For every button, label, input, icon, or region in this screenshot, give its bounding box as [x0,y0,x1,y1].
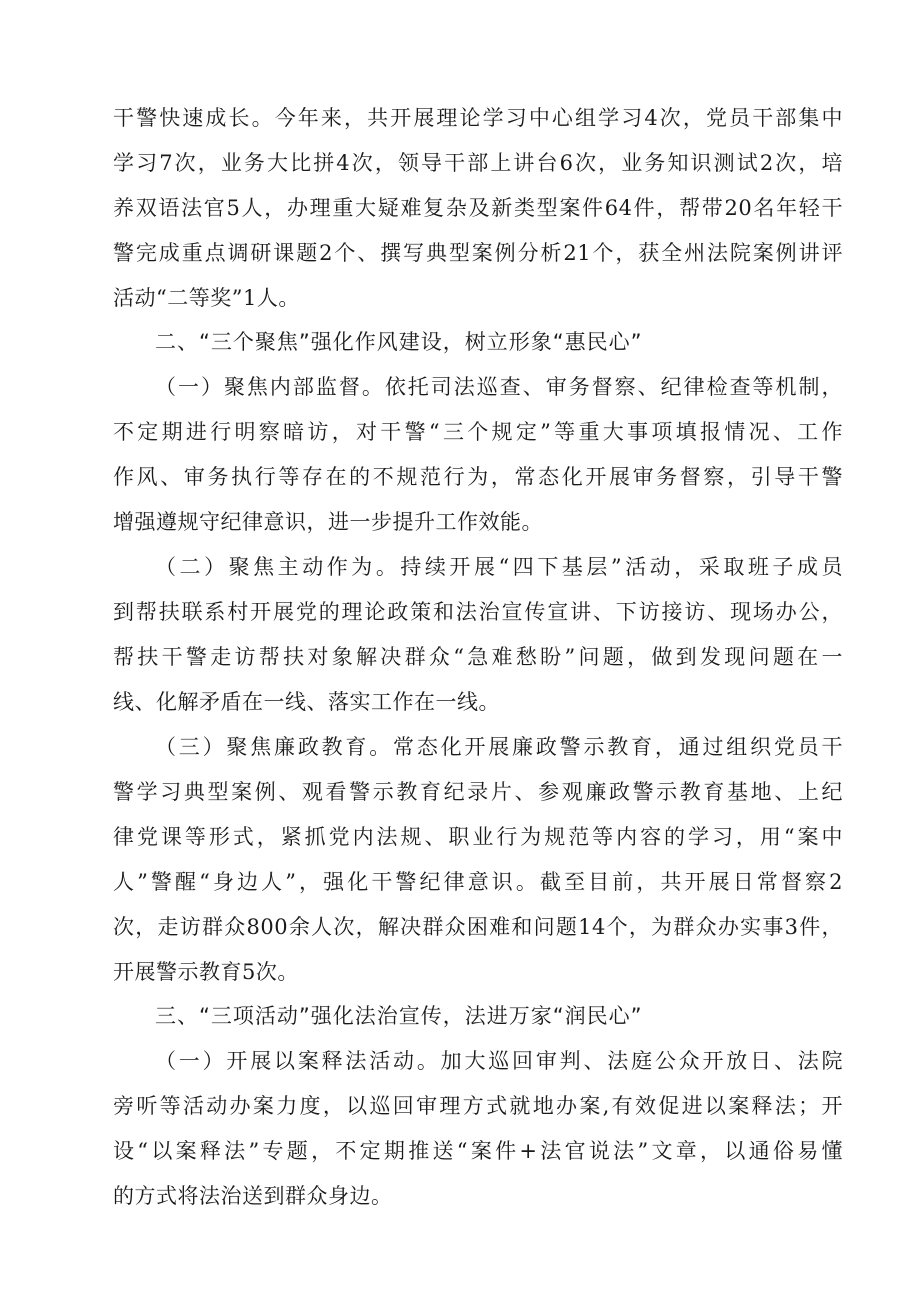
paragraph-line: 线、化解矛盾在一线、落实工作在一线。 [113,690,500,714]
paragraph-line: 到帮扶联系村开展党的理论政策和法治宣传宣讲、下访接访、现场办公， [113,600,843,624]
paragraph-line: 律党课等形式，紧抓党内法规、职业行为规范等内容的学习，用“案中 [113,825,843,849]
paragraph-line: （一）聚焦内部监督。依托司法巡查、审务督察、纪律检查等机制， [155,375,843,399]
paragraph-line: 不定期进行明察暗访，对干警“三个规定”等重大事项填报情况、工作 [113,420,843,444]
paragraph-line: 次，走访群众800余人次，解决群众困难和问题14个，为群众办实事3件， [113,915,843,939]
paragraph-line: 活动“二等奖”1人。 [113,286,300,310]
paragraph-line: 人”警醒“身边人”，强化干警纪律意识。截至目前，共开展日常督察2 [113,870,843,894]
paragraph-line: 警学习典型案例、观看警示教育纪录片、参观廉政警示教育基地、上纪 [113,780,843,804]
paragraph-line: 的方式将法治送到群众身边。 [113,1184,393,1208]
paragraph-line: 旁听等活动办案力度，以巡回审理方式就地办案,有效促进以案释法；开 [113,1094,843,1118]
paragraph-line: 设“以案释法”专题，不定期推送“案件+法官说法”文章，以通俗易懂 [113,1139,843,1163]
paragraph-line: （一）开展以案释法活动。加大巡回审判、法庭公众开放日、法院 [155,1049,843,1073]
paragraph-line: 帮扶干警走访帮扶对象解决群众“急难愁盼”问题，做到发现问题在一 [113,645,843,669]
section-heading: 三、“三项活动”强化法治宣传，法进万家“润民心” [155,1004,643,1028]
paragraph-line: （三）聚焦廉政教育。常态化开展廉政警示教育，通过组织党员干 [155,735,843,759]
paragraph-line: 警完成重点调研课题2个、撰写典型案例分析21个，获全州法院案例讲评 [113,241,843,265]
paragraph-line: 学习7次，业务大比拼4次，领导干部上讲台6次，业务知识测试2次，培 [113,151,843,175]
paragraph-line: 干警快速成长。今年来，共开展理论学习中心组学习4次，党员干部集中 [113,106,843,130]
paragraph-line: 作风、审务执行等存在的不规范行为，常态化开展审务督察，引导干警 [113,465,843,489]
paragraph-line: 开展警示教育5次。 [113,960,299,984]
section-heading: 二、“三个聚焦”强化作风建设，树立形象“惠民心” [155,330,643,354]
paragraph-line: 增强遵规守纪律意识，进一步提升工作效能。 [113,510,543,534]
paragraph-line: 养双语法官5人，办理重大疑难复杂及新类型案件64件，帮带20名年轻干 [113,196,843,220]
paragraph-line: （二）聚焦主动作为。持续开展“四下基层”活动，采取班子成员 [155,555,843,579]
